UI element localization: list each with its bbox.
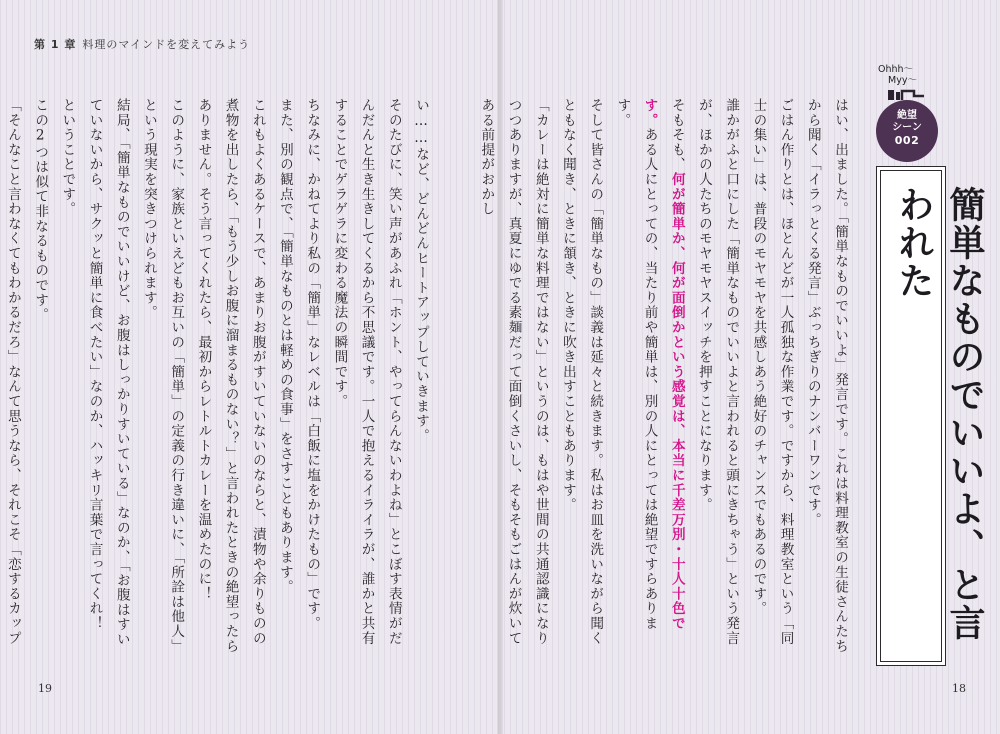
chapter-number: 第 1 章 xyxy=(34,38,77,51)
paragraph: ちなみに、かねてより私の「簡単」なレベルは「白飯に塩をかけたもの」です。 xyxy=(304,98,321,631)
highlighted-text: 何が簡単か、何が面倒かという感覚は、本当に千差万別・十人十色です。 xyxy=(641,98,685,631)
paragraph-text: ある人にとっての、当たり前や簡単は、別の人にとっては絶望ですらあります。 xyxy=(614,98,658,631)
left-page-body xyxy=(4,98,434,658)
paragraph: また、別の観点で、「簡単なものとは軽めの食事」をさすこともあります。 xyxy=(276,98,293,595)
badge-label: 絶望 xyxy=(897,110,917,121)
right-page-body xyxy=(478,98,853,658)
paragraph: 結局、「簡単なものでいいけど、お腹はしっかりすいている」なのか、「お腹はすいていないから、サクッと簡単に食べたい」なのか、ハッキリ言葉で言ってくれ！ ということです。 xyxy=(59,98,130,647)
paragraph xyxy=(608,98,690,658)
paragraph: はい、出ました。「簡単なものでいいよ」発言です。これは料理教室の生徒さんたちから聞く「イラっとくる発言」ぶっちぎりのナンバーワンです。 xyxy=(804,98,848,654)
badge-caption xyxy=(878,64,958,86)
paragraph-text: そもそも、 xyxy=(668,98,685,172)
scene-badge-text xyxy=(876,110,938,148)
badge-label: シーン xyxy=(892,122,922,133)
paragraph: 誰かがふと口にした「簡単なものでいいよと言われると頭にきちゃう」という発言が、ほかの人たちのモヤモヤスイッチを押すことになります。 xyxy=(695,98,740,646)
badge-number: 002 xyxy=(894,134,920,147)
running-header xyxy=(34,36,250,52)
paragraph: い……など、どんどんヒートアップしていきます。 xyxy=(413,98,429,444)
paragraph: 「カレーは絶対に簡単な料理ではない」というのは、もはや世間の共通認識になりつつありますが、真夏にゆでる素麺だって面倒くさいし、そもそもごはんが炊いてある前提がおかし xyxy=(478,98,549,646)
section-title: 簡単なものでいいよ、と言われた xyxy=(893,186,985,642)
paragraph: この2つは似て非なるものです。 xyxy=(32,98,49,323)
page-number-right: 18 xyxy=(952,682,966,695)
chapter-title: 料理のマインドを変えてみよう xyxy=(82,38,251,51)
paragraph: そのたびに、笑い声があふれ「ホント、やってらんないわよね」とこぼす表情がだんだんと生き生きしてくるから不思議です。一人で抱えるイライラが、誰かと共有することでゲラゲラに変わる魔法の瞬間です。 xyxy=(331,98,402,646)
caption-line: Myy～ xyxy=(888,75,917,86)
page-number-left: 19 xyxy=(38,682,52,695)
paragraph: 「そんなこと言わなくてもわかるだろ」なんて思うなら、それこそ「恋するカップ xyxy=(4,98,21,646)
paragraph: ごはん作りとは、ほとんどが一人孤独な作業です。ですから、料理教室という「同士の集い」は、普段のモヤモヤを共感しあう絶好のチャンスでもあるのです。 xyxy=(750,98,794,646)
paragraph: このように、家族といえどもお互いの「簡単」の定義の行き違いに、「所詮は他人」という現実を突きつけられます。 xyxy=(140,98,185,654)
paragraph: そして皆さんの「簡単なもの」談義は延々と続きます。私はお皿を洗いながら聞くともなく聞き、ときに頷き、ときに吹き出すこともあります。 xyxy=(559,98,604,646)
paragraph: これもよくあるケースで、あまりお腹がすいていないのならと、漬物や余りものの煮物を出したら、「もう少しお腹に溜まるものない？」と言われたときの絶望ったらありません。そう言ってくれたら、最初からレトルトカレーを温めたのに！ xyxy=(195,98,266,654)
caption-line: Ohhh～ xyxy=(878,64,914,75)
